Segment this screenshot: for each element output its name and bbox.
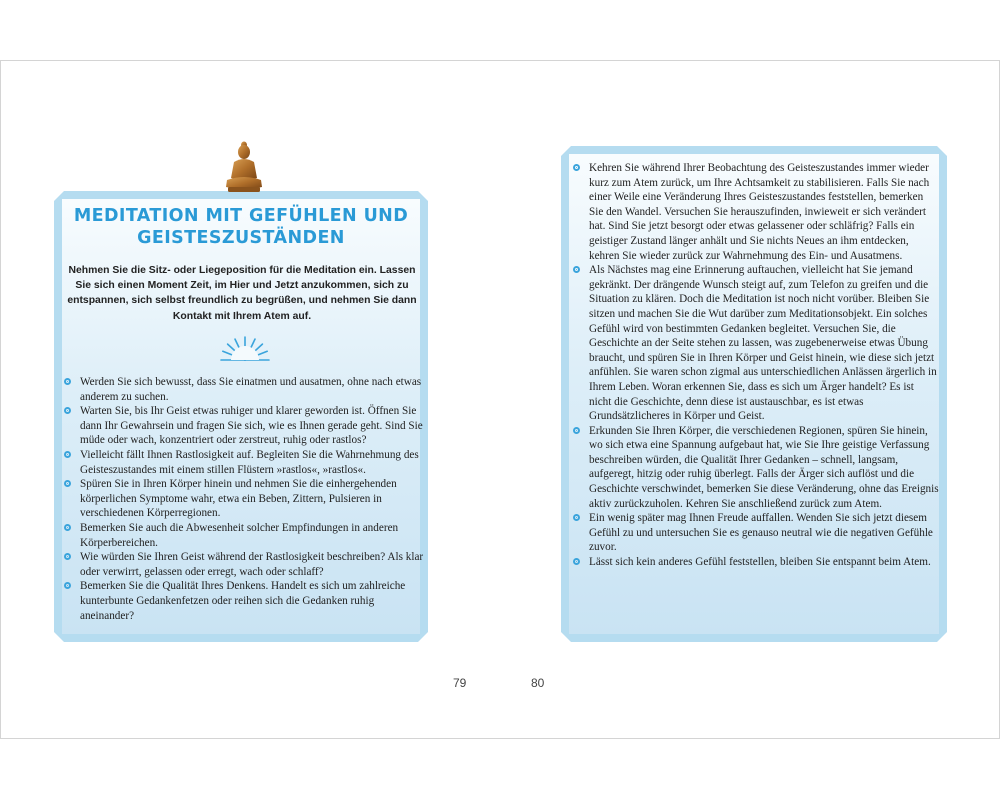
list-item-text: Ein wenig später mag Ihnen Freude auffallen. Wenden Sie sich jetzt diesem Gefühl zu und untersuchen Sie es genauso neutral wie die negativen Gefühle zuvor. — [589, 512, 933, 554]
list-item-text: Lässt sich kein anderes Gefühl feststellen, bleiben Sie entspannt beim Atem. — [589, 556, 931, 569]
list-item-text: Bemerken Sie auch die Abwesenheit solcher Empfindungen in anderen Körperbereichen. — [80, 521, 399, 549]
list-item-text: Wie würden Sie Ihren Geist während der Rastlosigkeit beschreiben? Als klar oder verwirrt, gelassen oder erregt, wach oder schlaff? — [80, 551, 424, 578]
list-item — [62, 477, 424, 521]
list-item — [571, 161, 939, 263]
list-item — [62, 448, 424, 477]
list-item — [62, 550, 424, 579]
right-instruction-list — [571, 161, 939, 570]
list-item-text: Spüren Sie in Ihren Körper hinein und nehmen Sie die einhergehenden körperlichen Symptome wahr, etwa ein Beben, Zittern, Pulsieren in verschiedenen Körperregionen. — [80, 478, 397, 520]
list-item-text: Werden Sie sich bewusst, dass Sie einatmen und ausatmen, ohne nach etwas anderem zu suchen. — [80, 376, 422, 403]
list-item — [62, 404, 424, 448]
page-number-left: 79 — [453, 676, 467, 690]
list-item — [62, 521, 424, 550]
circle-bullet-icon — [64, 407, 71, 414]
list-item-text: Warten Sie, bis Ihr Geist etwas ruhiger und klarer geworden ist. Öffnen Sie dann Ihr Gewahrsein und fragen Sie sich, wie es Ihnen gerade geht. Sind Sie müde oder wach, konzentriert oder zerstreut, ruhig oder rastlos? — [80, 405, 423, 447]
buddha-figurine-icon — [224, 140, 264, 196]
circle-bullet-icon — [573, 266, 580, 273]
list-item-text: Bemerken Sie die Qualität Ihres Denkens. Handelt es sich um zahlreiche kunterbunte Gedankenfetzen oder reihen sich die Gedanken ruhig aneinander? — [80, 580, 406, 622]
circle-bullet-icon — [64, 480, 71, 487]
circle-bullet-icon — [573, 514, 580, 521]
list-item — [62, 579, 424, 623]
list-item-text: Erkunden Sie Ihren Körper, die verschiedenen Regionen, spüren Sie hinein, wo sich etwa eine Spannung aufgebaut hat, wie Sie Ihre geistige Verfassung beschreiben würden, die Qualität Ihrer Gedanken – schnell, langsam, aufgeregt, hitzig oder ruhig überlegt. Falls der Ärger sich auflöst und die Geschichte verschwindet, bemerken Sie diese Veränderung, ohne das Ereignis aktiv zurückzuholen. Kehren Sie anschließend zurück zum Atem. — [589, 424, 939, 510]
list-item — [571, 424, 939, 512]
list-item — [571, 263, 939, 424]
list-item — [571, 511, 939, 555]
list-item-text: Vielleicht fällt Ihnen Rastlosigkeit auf. Begleiten Sie die Wahrnehmung des Geisteszustandes mit einem stillen Flüstern »rastlos«, »rastlos«. — [80, 448, 419, 476]
left-instruction-list — [62, 375, 424, 623]
circle-bullet-icon — [64, 524, 71, 531]
circle-bullet-icon — [64, 451, 71, 458]
sunrise-rays-icon — [219, 336, 271, 362]
circle-bullet-icon — [573, 427, 580, 434]
page-title: MEDITATION MIT GEFÜHLEN UND GEISTESZUSTÄNDEN — [73, 206, 409, 248]
circle-bullet-icon — [573, 164, 580, 171]
circle-bullet-icon — [64, 553, 71, 560]
list-item-text: Als Nächstes mag eine Erinnerung auftauchen, vielleicht hat Sie jemand gekränkt. Der drängende Wunsch steigt auf, zum Telefon zu greifen und die Situation zu klären. Doch die Meditation ist noch nicht vorüber. Bleiben Sie sitzen und machen Sie die Wut darüber zum Meditationsobjekt. Ein solches Gefühl wird von bestimmten Gedanken begleitet. Versuchen Sie, die Geschichte an der Seite stehen zu lassen, was zugebenerweise etwas Übung braucht, und spüren Sie in Ihren Körper und Geist hinein, wie diese sich jetzt anfühlen. Sie waren schon zigmal aus unterschiedlichen Anlässen ärgerlich in Ihrem Leben. Woran erkennen Sie, dass es sich um Ärger handelt? Es ist nicht die Geschichte, denn diese ist austauschbar, es ist etwas Grundsätzlicheres in Körper und Geist. — [589, 264, 937, 423]
list-item — [62, 375, 424, 404]
list-item — [571, 555, 939, 570]
page-number-right: 80 — [531, 676, 545, 690]
circle-bullet-icon — [573, 558, 580, 565]
circle-bullet-icon — [64, 378, 71, 385]
intro-paragraph: Nehmen Sie die Sitz- oder Liegeposition für die Meditation ein. Lassen Sie sich einen Moment Zeit, im Hier und Jetzt anzukommen, sich zu entspannen, sich selbst freundlich zu begrüßen, und nehmen Sie dann Kontakt mit Ihrem Atem auf. — [67, 265, 417, 322]
list-item-text: Kehren Sie während Ihrer Beobachtung des Geisteszustandes immer wieder kurz zum Atem zurück, um Ihre Achtsamkeit zu stabilisieren. Falls Sie nach einer Weile eine Veränderung Ihres Geisteszustandes feststellen, bemerken Sie den Wandel. Versuchen Sie herauszufinden, inwieweit er sich verändert hat. Sind Sie jetzt besorgt oder etwas gelassener oder schläfrig? Falls ein geistiger Zustand länger anhält und Sie nichts Neues an ihm entdecken, kehren Sie wieder zurück zur Wahrnehmung des Ein- und Ausatmens. — [589, 162, 930, 262]
circle-bullet-icon — [64, 582, 71, 589]
